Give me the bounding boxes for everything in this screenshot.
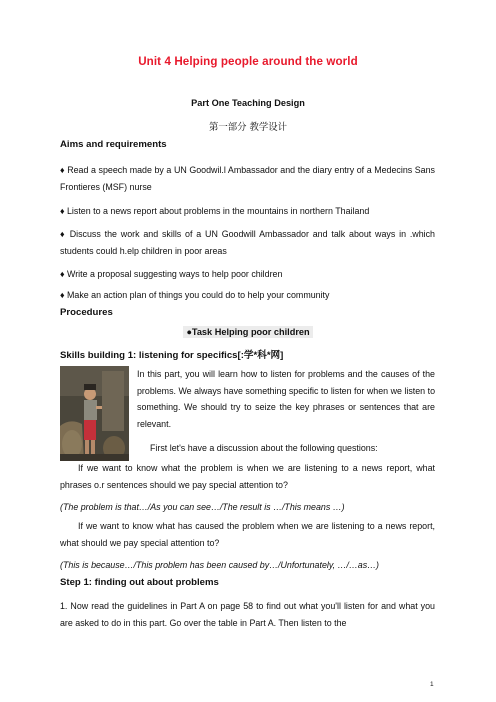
task-banner-label: ●Task Helping poor children xyxy=(183,326,312,338)
procedures-heading: Procedures xyxy=(60,307,113,318)
question-1: If we want to know what the problem is when we are listening to a news report, what phrases o.r sentences should we pay special attention to? xyxy=(60,463,435,490)
step1-paragraph: 1. Now read the guidelines in Part A on page 58 to find out what you'll listen for and what you are asked to do in this part. Go over the table in Part A. Then listen to the xyxy=(60,601,435,628)
part-subtitle-chinese: 第一部分 教学设计 xyxy=(209,122,287,133)
aims-heading: Aims and requirements xyxy=(60,139,167,150)
aim-item-2: ♦ Listen to a news report about problems in the mountains in northern Thailand xyxy=(60,206,370,216)
aim-item-4: ♦ Write a proposal suggesting ways to help poor children xyxy=(60,269,283,279)
aim-item-5: ♦ Make an action plan of things you could do to help your community xyxy=(60,290,330,300)
part-subtitle: Part One Teaching Design xyxy=(191,98,305,108)
discussion-intro: First let's have a discussion about the following questions: xyxy=(150,443,378,453)
task-banner xyxy=(0,327,496,337)
answer-1: (The problem is that…/As you can see…/The result is …/This means …) xyxy=(60,502,345,512)
child-photo-image xyxy=(60,366,129,461)
page-number: 1 xyxy=(430,681,434,688)
unit-title: Unit 4 Helping people around the world xyxy=(138,55,358,68)
child-photo xyxy=(60,366,129,461)
aim-item-3: ♦ Discuss the work and skills of a UN Goodwill Ambassador and talk about ways in .which students could h.elp children in poor areas xyxy=(60,229,435,256)
skills-intro-paragraph: In this part, you will learn how to listen for problems and the causes of the problems. We always have something specific to listen for when we listen to something. We should try to seize the key phrases or sentences that are relevant. xyxy=(137,369,435,430)
answer-2: (This is because…/This problem has been caused by…/Unfortunately, …/…as…) xyxy=(60,560,379,570)
skills-building-heading: Skills building 1: listening for specifics[:学*科*网] xyxy=(60,350,284,361)
step1-heading: Step 1: finding out about problems xyxy=(60,577,219,588)
aim-item-1: ♦ Read a speech made by a UN Goodwil.l Ambassador and the diary entry of a Medecins Sans Frontieres (MSF) nurse xyxy=(60,165,435,192)
question-2: If we want to know what has caused the problem when we are listening to a news report, what should we pay special attention to? xyxy=(60,521,435,548)
